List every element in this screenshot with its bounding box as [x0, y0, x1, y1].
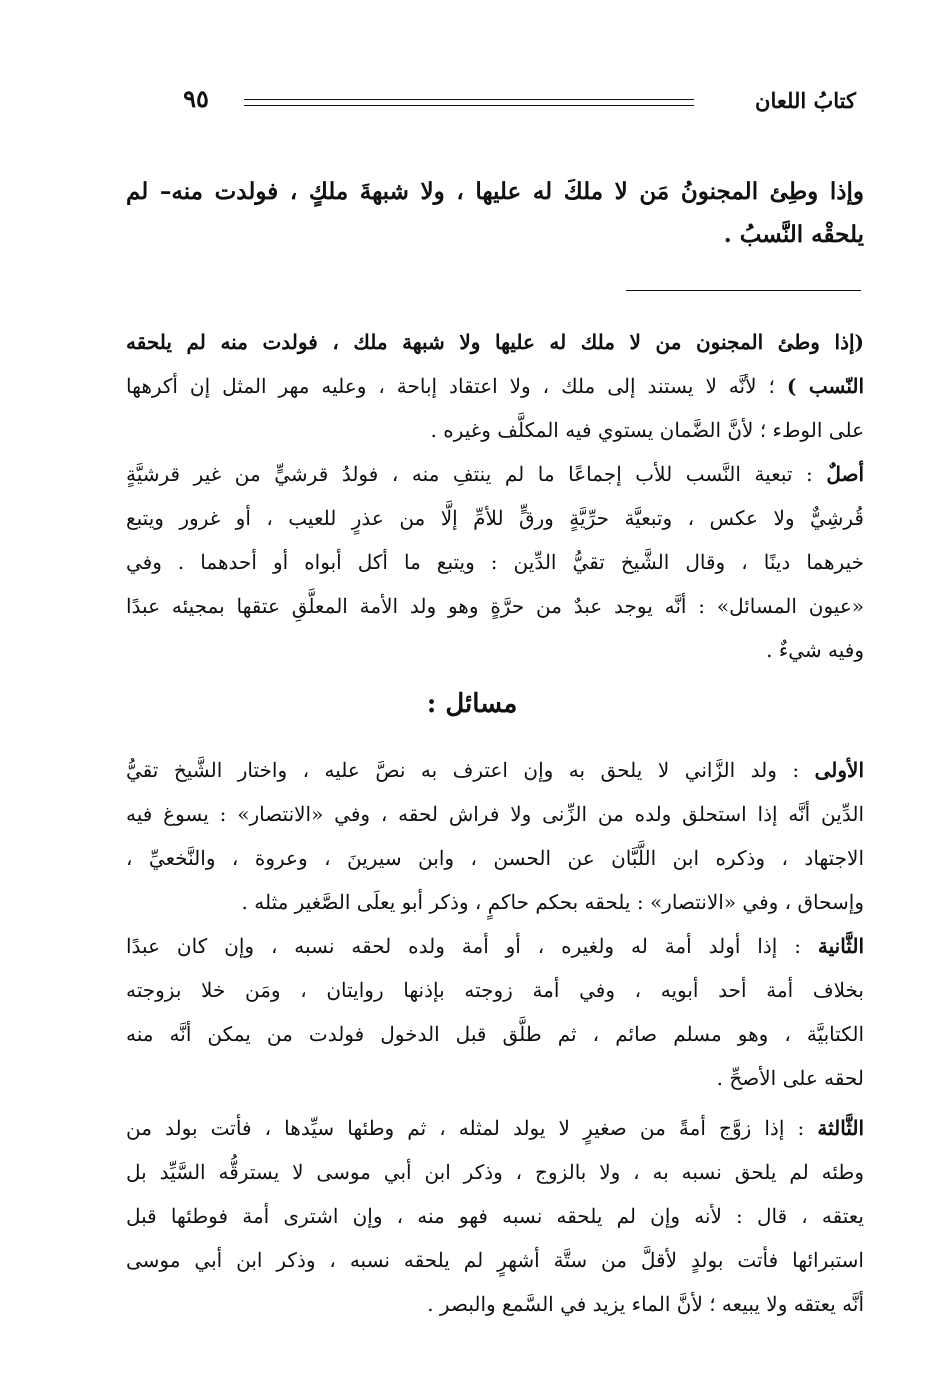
text-run: : تبعية النَّسب للأب إجماعًا ما لم ينتفِ منه ، فولدُ قرشيٍّ من غير قرشيَّةٍ	[126, 462, 813, 486]
text-run: : ولد الزَّاني لا يلحق به وإن اعترف به نصَّ عليه ، واختار الشَّيخ تقيُّ	[126, 758, 800, 782]
paragraph-line	[126, 968, 864, 1012]
text-run: على الوطء ؛ لأنَّ الضَّمان يستوي فيه المكلَّف وغيره .	[430, 418, 864, 442]
main-text-line: وإذا وطِئ المجنونُ مَن لا ملكَ له عليها ، ولا شبهةَ ملكٍ ، فولدت منه– لم	[126, 178, 864, 205]
text-run: : إذا أولد أمة له ولغيره ، أو أمة ولده لحقه نسبه ، وإن كان عبدًا	[126, 934, 801, 958]
paragraph-line	[126, 1282, 864, 1326]
header-rule	[244, 99, 694, 106]
paragraph-line	[126, 1106, 864, 1150]
text-run: قُرشِيٌّ ولا عكس ، وتبعيَّة حرِّيَّةٍ ورقٍّ للأمِّ إلَّا من عذرٍ للعيب ، أو غرور ويتبع	[126, 506, 864, 530]
paragraph-line	[126, 1012, 864, 1056]
text-run: ؛ لأنَّه لا يستند إلى ملك ، ولا اعتقاد إباحة ، وعليه مهر المثل إن أكرهها	[126, 374, 775, 398]
main-text-line: يلحقْه النَّسبُ .	[723, 221, 864, 248]
running-header-title: كتابُ اللعان	[755, 88, 856, 113]
text-run: استبرائها فأتت بولدٍ لأقلَّ من ستَّة أشهرٍ لم يلحقه نسبه ، وذكر ابن أبي موسى	[126, 1248, 864, 1272]
paragraph-line	[126, 452, 864, 496]
paragraph-line	[126, 584, 864, 628]
issue-2-paragraph	[126, 924, 864, 1100]
main-text	[126, 170, 864, 256]
paragraph-line	[126, 320, 864, 364]
paragraph-line	[126, 496, 864, 540]
text-run: بخلاف أمة أحد أبويه ، وفي أمة زوجته بإذنها روايتان ، ومَن خلا بزوجته	[126, 978, 864, 1002]
paragraph-label: الثَّانية	[817, 934, 864, 958]
text-run: : إذا زوَّج أمةً من صغيرٍ لا يولد لمثله ، ثم وطئها سيِّدها ، فأتت بولد من	[126, 1116, 805, 1140]
text-run: يعتقه ، قال : لأنه وإن لم يلحقه نسبه فهو منه ، وإن اشترى أمة فوطئها قبل	[126, 1204, 864, 1228]
paragraph-line	[126, 540, 864, 584]
paragraph-line	[126, 1238, 864, 1282]
paragraph-line	[126, 748, 864, 792]
text-run: الدِّين أنَّه إذا استحلق ولده من الزِّنى ولا فراش لحقه ، وفي «الانتصار» : يسوغ فيه	[126, 802, 864, 826]
paragraph-label: أصلٌ	[826, 462, 864, 486]
page-number: ٩٥	[183, 84, 209, 113]
paragraph-line	[126, 364, 864, 408]
issue-3-paragraph	[126, 1106, 864, 1326]
text-run: «عيون المسائل» : أنَّه يوجد عبدٌ من حرَّةٍ وهو ولد الأمة المعلَّقِ عتقها بمجيئه عبدًا	[126, 594, 864, 618]
text-run: الكتابيَّة ، وهو مسلم صائم ، ثم طلَّق قبل الدخول فولدت من يمكن أنَّه منه	[126, 1022, 864, 1046]
paragraph-line	[126, 1150, 864, 1194]
paragraph-line	[126, 924, 864, 968]
text-run: أنَّه يعتقه ولا يبيعه ؛ لأنَّ الماء يزيد في السَّمع والبصر .	[427, 1292, 864, 1316]
asl-paragraph	[126, 452, 864, 672]
text-run: وإسحاق ، وفي «الانتصار» : يلحقه بحكم حاكمٍ ، وذكر أبو يعلَى الصَّغير مثله .	[241, 890, 864, 914]
paragraph-label: الثَّالثة	[817, 1116, 864, 1140]
text-run: الاجتهاد ، وذكره ابن اللَّبَّان عن الحسن ، وابن سيرينَ ، وعروة ، والنَّخعيِّ ،	[126, 846, 864, 870]
paragraph-line	[126, 408, 864, 452]
text-run: وفيه شيءٌ .	[766, 638, 864, 662]
paragraph-label: الأولى	[814, 758, 864, 782]
text-run: خيرهما دينًا ، وقال الشَّيخ تقيُّ الدِّين : ويتبع ما أكل أبواه أو أحدهما . وفي	[126, 550, 864, 574]
commentary-paragraph	[126, 320, 864, 452]
bold-run: (إذا وطئ المجنون من لا ملك له عليها ولا شبهة ملك ، فولدت منه لم يلحقه	[126, 330, 864, 354]
paragraph-line	[126, 792, 864, 836]
section-heading: مسائل :	[426, 689, 518, 719]
paragraph-line	[126, 880, 864, 924]
text-run: لحقه على الأصحِّ .	[716, 1066, 864, 1090]
issue-1-paragraph	[126, 748, 864, 924]
separator-rule	[626, 290, 861, 291]
paragraph-line	[126, 836, 864, 880]
paragraph-line	[126, 1194, 864, 1238]
paragraph-line	[126, 628, 864, 672]
text-run: وطئه لم يلحق نسبه به ، ولا بالزوج ، وذكر ابن أبي موسى لا يسترقُّه السَّيِّد بل	[126, 1160, 864, 1184]
paragraph-line	[126, 1056, 864, 1100]
bold-run: النّسب )	[786, 374, 864, 398]
